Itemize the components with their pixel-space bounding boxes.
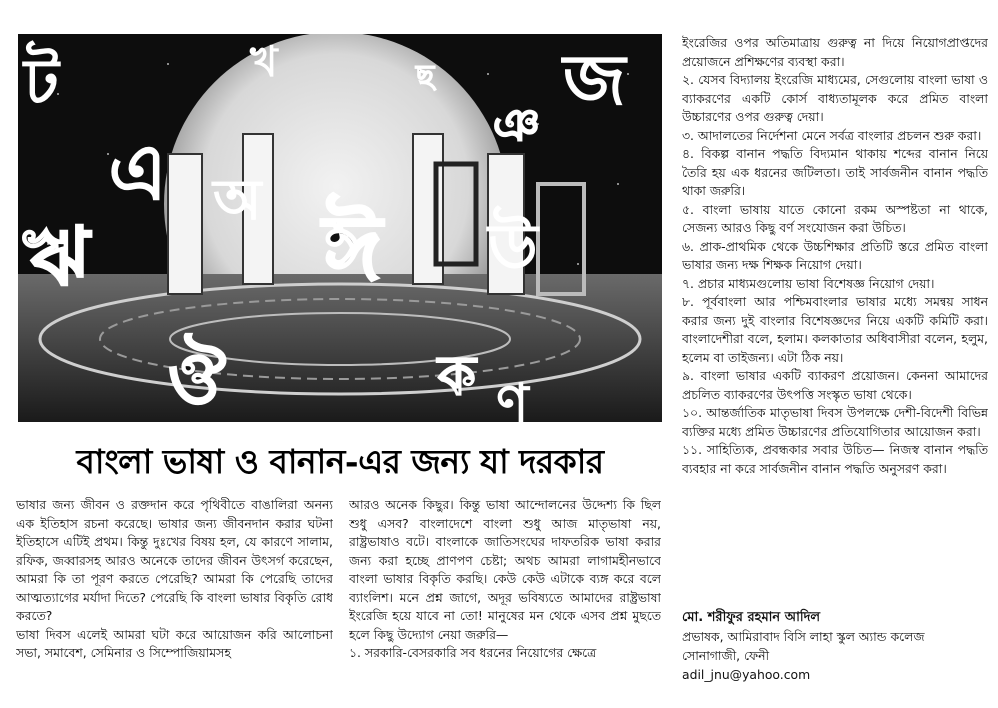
author-name: মো. শরীফুর রহমান আদিল [682, 610, 821, 625]
svg-text:ঔ: ঔ [168, 337, 226, 419]
svg-text:ণ: ণ [496, 372, 529, 422]
svg-text:ক: ক [438, 344, 476, 407]
list-item: ৮. পূর্ববাংলা আর পশ্চিমবাংলার ভাষার মধ্যে সমন্বয় সাধন করার জন্য দুই বাংলার বিশেষজ্ঞদের নিয়ে একটি কমিটি করা। বাংলাদেশীরা বলে, হলাম। কলকাতার অধিবাসীরা বলেন, হলুম, হলেম বা তাইজন্য। এটা ঠিক নয়। [682, 294, 988, 365]
author-designation: প্রভাষক, আমিরাবাদ বিসি লাহা স্কুল অ্যান্ড কলেজ [682, 629, 925, 644]
article-column-3 [682, 34, 988, 594]
author-email: adil_jnu@yahoo.com [682, 667, 811, 682]
byline [682, 608, 988, 684]
list-item: ১১. সাহিত্যিক, প্রবন্ধকার সবার উচিত— নিজস্ব বানান পদ্ধতি ব্যবহার না করে সার্বজনীন বানান পদ্ধতি অনুসরণ করা। [682, 442, 988, 476]
svg-text:খ: খ [250, 37, 278, 86]
list-item: ১০. আন্তর্জাতিক মাতৃভাষা দিবস উপলক্ষে দেশী-বিদেশী বিভিন্ন ব্যক্তির মধ্যে প্রমিত উচ্চারণের প্রতিযোগিতার আয়োজন করা। [682, 405, 988, 439]
list-item: ৪. বিকল্প বানান পদ্ধতি বিদ্যমান থাকায় শব্দের বানান নিয়ে তৈরি হয় এক ধরনের জটিলতা। তাই সার্বজনীন বানান পদ্ধতি থাকা জরুরি। [682, 146, 988, 198]
svg-text:ছ: ছ [416, 59, 435, 94]
headline: বাংলা ভাষা ও বানান-এর জন্য যা দরকার [76, 442, 604, 481]
list-item: ৬. প্রাক-প্রাথমিক থেকে উচ্চশিক্ষার প্রতিটি স্তরে প্রমিত বাংলা ভাষার জন্য দক্ষ শিক্ষক নিয়োগ দেয়া। [682, 238, 988, 272]
list-item: ৭. প্রচার মাধ্যমগুলোয় ভাষা বিশেষজ্ঞ নিয়োগ দেয়া। [682, 275, 935, 291]
article-column-2 [349, 496, 661, 700]
svg-text:ট: ট [24, 46, 59, 120]
bengali-letters-illustration-icon [18, 34, 662, 422]
svg-text:ঋ: ঋ [23, 210, 90, 303]
svg-text:ঈ: ঈ [323, 196, 382, 301]
paragraph: ভাষার জন্য জীবন ও রক্তদান করে পৃথিবীতে বাঙালিরা অনন্য এক ইতিহাস রচনা করেছে। ভাষার জন্য জীবনদান করার ঘটনা ইতিহাসে এটিই প্রথম। কিন্তু দুঃখের বিষয় হল, যে কারণে সালাম, রফিক, জব্বারসহ আরও অনেকে তাদের জীবন উৎসর্গ করেছেন, আমরা কি তা পূরণ করতে পেরেছি? আমরা কি পেরেছি তাদের আত্মত্যাগের মর্যাদা দিতে? পেরেছি কি বাংলা ভাষার বিকৃতি রোধ করতে? [16, 497, 333, 623]
svg-text:ঞ: ঞ [493, 100, 540, 151]
svg-text:অ: অ [213, 168, 262, 233]
list-item: ২. যেসব বিদ্যালয় ইংরেজি মাধ্যমের, সেগুলোয় বাংলা ভাষা ও ব্যাকরণের একটি কোর্স বাধ্যতামূলক করে প্রমিত বাংলা উচ্চারণের ওপর গুরুত্ব দেয়া। [682, 72, 988, 124]
svg-text:উ: উ [488, 211, 538, 285]
illustration [18, 34, 662, 422]
list-item: ইংরেজির ওপর অতিমাত্রায় গুরুত্ব না দিয়ে নিয়োগপ্রাপ্তদের প্রয়োজনে প্রশিক্ষণের ব্যবস্থা করা। [682, 35, 988, 69]
article-column-1 [16, 496, 333, 700]
svg-text:এ: এ [108, 128, 168, 218]
list-item: ৯. বাংলা ভাষার একটি ব্যাকরণ প্রয়োজন। কেননা আমাদের প্রচলিত ব্যাকরণের উৎপত্তি সংস্কৃত ভাষা থেকে। [682, 368, 988, 402]
svg-text:জ: জ [563, 39, 626, 121]
paragraph: ভাষা দিবস এলেই আমরা ঘটা করে আয়োজন করি আলোচনা সভা, সমাবেশ, সেমিনার ও সিম্পোজিয়ামসহ [16, 626, 333, 660]
list-item: ৫. বাংলা ভাষায় যাতে কোনো রকম অস্পষ্টতা না থাকে, সেজন্য আরও কিছু বর্ণ সংযোজন করা উচিত। [682, 201, 988, 235]
paragraph: আরও অনেক কিছুর। কিন্তু ভাষা আন্দোলনের উদ্দেশ্য কি ছিল শুধু এসব? বাংলাদেশে বাংলা শুধু আজ মাতৃভাষা নয়, রাষ্ট্রভাষাও বটে। বাংলাকে জাতিসংঘের দাফতরিক ভাষা করার জন্য করা হচ্ছে প্রাণপণ চেষ্টা; অথচ আমরা লাগামহীনভাবে বাংলা ভাষার বিকৃতি করছি। কেউ কেউ এটাকে ব্যঙ্গ করে বলে ব্যাংলিশ। মনে প্রশ্ন জাগে, অদূর ভবিষ্যতে আমাদের রাষ্ট্রভাষা ইংরেজি হয়ে যাবে না তো! মানুষের মন থেকে এসব প্রশ্ন মুছতে হলে কিছু উদ্যোগ নেয়া জরুরি— [349, 497, 661, 642]
list-item: ৩. আদালতের নির্দেশনা মেনে সর্বত্র বাংলার প্রচলন শুরু করা। [682, 127, 982, 143]
author-location: সোনাগাজী, ফেনী [682, 648, 770, 663]
list-item: ১. সরকারি-বেসরকারি সব ধরনের নিয়োগের ক্ষেত্রে [349, 645, 597, 660]
